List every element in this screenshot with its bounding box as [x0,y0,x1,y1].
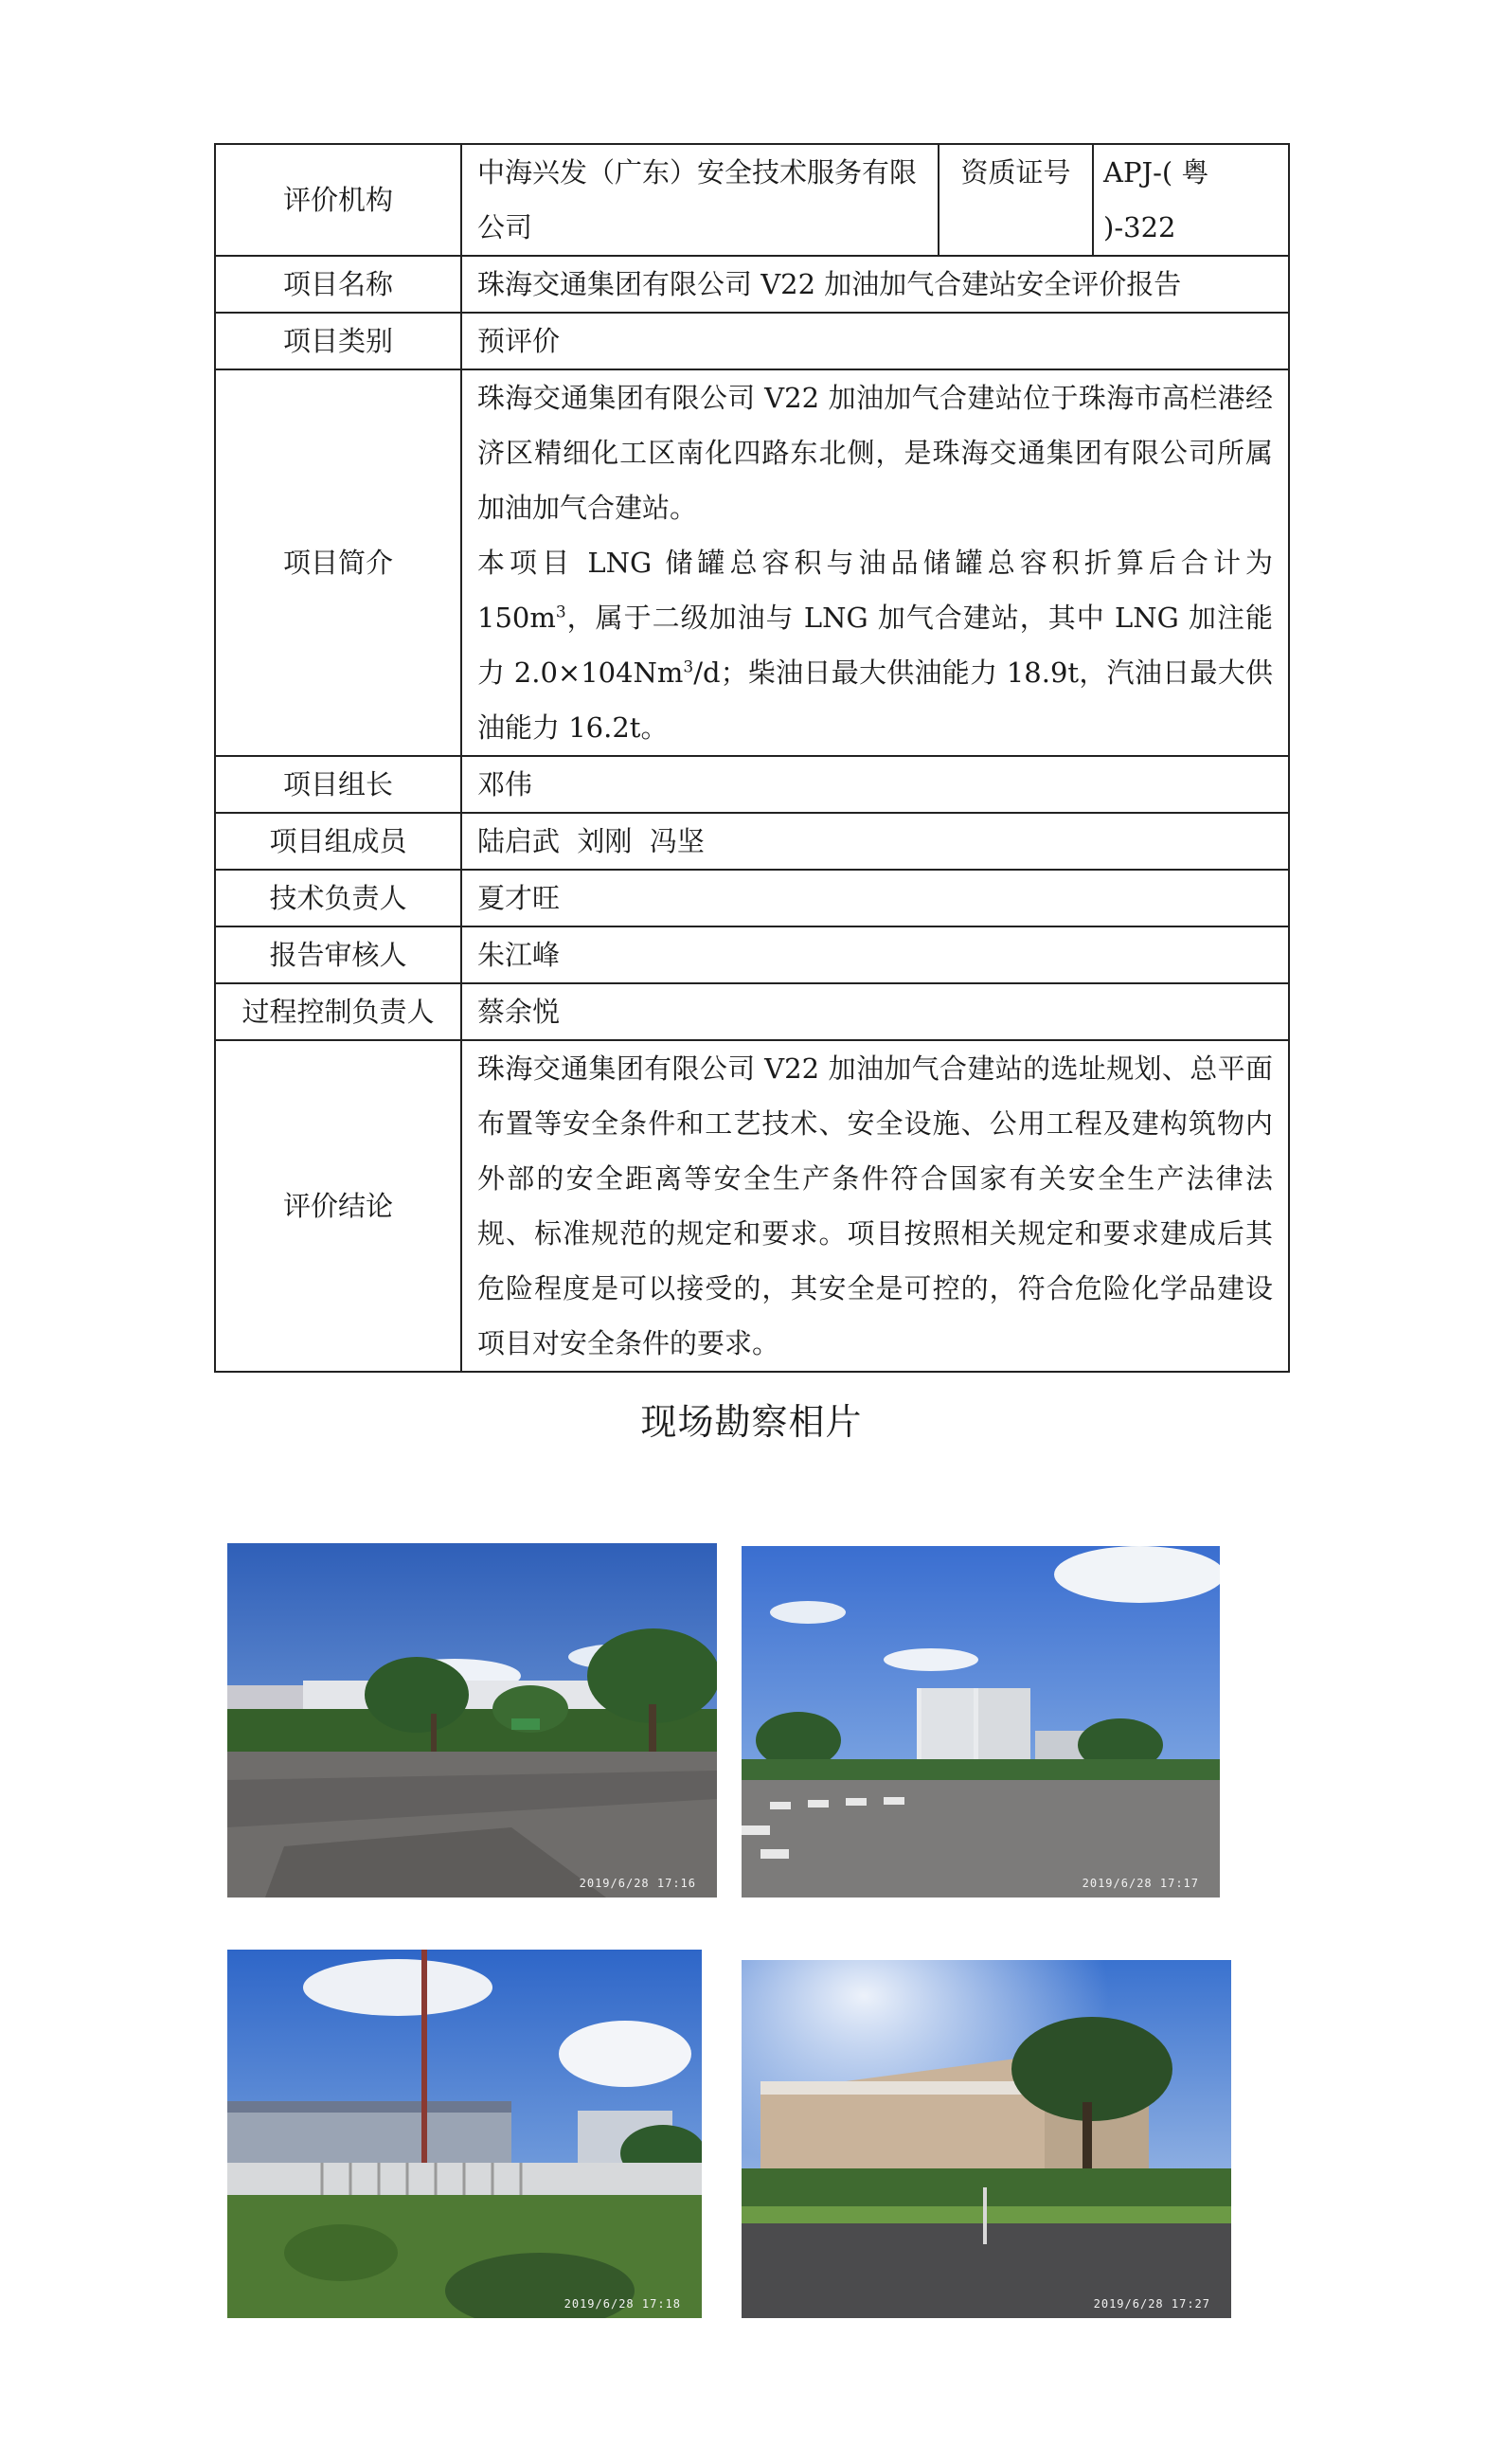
conclusion-label: 评价结论 [215,1040,461,1372]
intro-value [461,369,1289,756]
intro-label: 项目简介 [215,369,461,756]
row-org [215,144,1289,256]
row-leader [215,756,1289,813]
site-photo-1 [227,1543,717,1897]
org-value: 中海兴发（广东）安全技术服务有限公司 [461,144,939,256]
type-value: 预评价 [461,313,1289,369]
members-value: 陆启武 刘刚 冯坚 [461,813,1289,870]
site-photo-2 [742,1546,1220,1897]
site-photo-3-image [227,1950,702,2318]
intro-sup-2: 3 [683,657,694,677]
review-label: 报告审核人 [215,926,461,983]
review-value: 朱江峰 [461,926,1289,983]
conclusion-text: 珠海交通集团有限公司 V22 加油加气合建站的选址规划、总平面布置等安全条件和工艺技术、安全设施、公用工程及建构筑物内外部的安全距离等安全生产条件符合国家有关安全生产法律法规、标准规范的规定和要求。项目按照相关规定和要求建成后其危险程度是可以接受的，其安全是可控的，符合危险化学品建设项目对安全条件的要求。 [477,1052,1273,1359]
row-conclusion [215,1040,1289,1372]
site-photo-4-image [742,1960,1231,2318]
intro-paragraph-2 [477,535,1273,755]
conclusion-value [461,1040,1289,1372]
site-photo-2-image [742,1546,1220,1897]
row-process [215,983,1289,1040]
name-label: 项目名称 [215,256,461,313]
org-label: 评价机构 [215,144,461,256]
row-project-name [215,256,1289,313]
photo-1-timestamp: 2019/6/28 17:16 [579,1877,696,1890]
row-project-intro [215,369,1289,756]
process-label: 过程控制负责人 [215,983,461,1040]
row-members [215,813,1289,870]
leader-value: 邓伟 [461,756,1289,813]
type-label: 项目类别 [215,313,461,369]
tech-value: 夏才旺 [461,870,1289,926]
members-label: 项目组成员 [215,813,461,870]
process-value: 蔡余悦 [461,983,1289,1040]
leader-label: 项目组长 [215,756,461,813]
site-photo-3 [227,1950,702,2318]
intro-text-a: 本项目 LNG 储罐总容积与油品储罐总容积折算后合计为 150m [477,547,1273,634]
photo-section-title: 现场勘察相片 [640,1401,863,1443]
photo-2-timestamp: 2019/6/28 17:17 [1082,1877,1199,1890]
project-info-table [214,143,1290,1373]
row-review [215,926,1289,983]
cert-label: 资质证号 [939,144,1093,256]
row-project-type [215,313,1289,369]
cert-value: APJ-( 粤 )-322 [1093,144,1289,256]
intro-text-c: /d；柴油日最大供油能力 18.9t，汽油日最大供油能力 16.2t。 [477,656,1273,744]
row-tech [215,870,1289,926]
tech-label: 技术负责人 [215,870,461,926]
intro-paragraph-1: 珠海交通集团有限公司 V22 加油加气合建站位于珠海市高栏港经济区精细化工区南化四路东北侧，是珠海交通集团有限公司所属加油加气合建站。 [477,382,1273,524]
intro-text-b: ，属于二级加油与 LNG 加气合建站，其中 LNG 加注能力 2.0×104Nm [477,602,1273,689]
photo-3-timestamp: 2019/6/28 17:18 [564,2297,681,2311]
intro-sup-1: 3 [555,603,566,622]
name-value: 珠海交通集团有限公司 V22 加油加气合建站安全评价报告 [461,256,1289,313]
photo-4-timestamp: 2019/6/28 17:27 [1093,2297,1210,2311]
site-photo-4 [742,1960,1231,2318]
site-photo-1-image [227,1543,717,1897]
